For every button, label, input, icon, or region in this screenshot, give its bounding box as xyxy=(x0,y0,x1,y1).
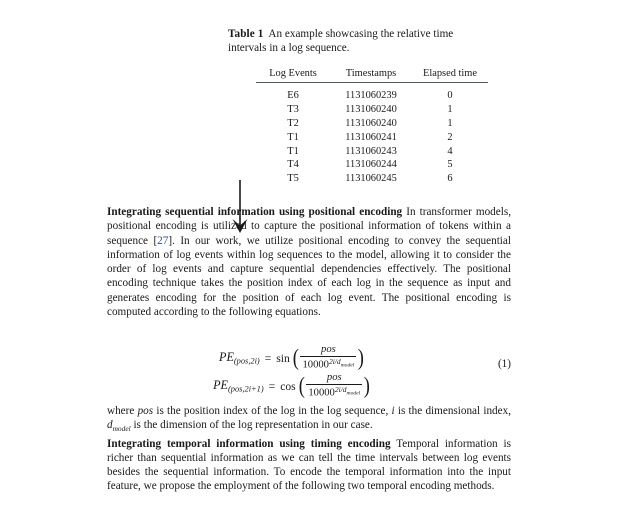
equation-1-lhs-subscript: (pos,2i) xyxy=(233,356,260,366)
cell-timestamp: 1131060239 xyxy=(345,90,397,102)
column-header-log-events: Log Events xyxy=(256,68,330,83)
equation-2-denominator xyxy=(306,385,362,399)
equation-1-line-1 xyxy=(107,344,477,372)
where-part4: is the dimension of the log representation in our case. xyxy=(130,419,373,432)
equation-2-denominator-base: 10000 xyxy=(308,387,335,399)
table-row xyxy=(256,103,488,117)
variable-pos: pos xyxy=(137,405,154,417)
equation-1-lhs xyxy=(219,350,260,366)
table-caption-label: Table 1 xyxy=(228,28,264,40)
equation-1-line-2 xyxy=(107,372,477,400)
cell-elapsed-time: 1 xyxy=(447,104,453,116)
equation-2-right-paren: ) xyxy=(363,372,371,398)
table-row xyxy=(256,172,488,186)
equation-1-denominator-base: 10000 xyxy=(302,359,329,371)
where-part2: is the position index of the log in the log sequence, xyxy=(153,405,392,417)
cell-elapsed-time: 4 xyxy=(447,145,453,157)
equation-1-lhs-base: PE xyxy=(219,350,234,365)
cell-elapsed-time: 5 xyxy=(447,159,453,171)
equation-2-numerator: pos xyxy=(326,371,342,383)
paragraph3-text: Temporal information is richer than sequential information as we can tell the time intervals between log events besides the sequential information. To encode the temporal information into the input feature, we propose the employment of the following two temporal encoding methods. xyxy=(107,437,511,493)
paragraph1-text-before-citation: In transformer models, positional encoding is utilized to capture the positional information of tokens within a sequence [ xyxy=(107,206,511,247)
equation-1-exponent-numerator: 2i xyxy=(328,357,335,367)
cell-timestamp: 1131060245 xyxy=(345,173,397,185)
equation-2-fraction xyxy=(306,373,362,400)
equation-1-denominator xyxy=(300,357,356,371)
cell-timestamp: 1131060243 xyxy=(345,145,397,157)
column-header-timestamps: Timestamps xyxy=(330,68,412,83)
equation-1-numerator: pos xyxy=(321,343,336,355)
where-part1: where xyxy=(107,405,138,417)
cell-timestamp: 1131060241 xyxy=(345,131,397,143)
runin-heading-positional-encoding: Integrating sequential information using positional encoding xyxy=(107,206,403,218)
paragraph-text xyxy=(107,205,511,319)
table-block xyxy=(0,27,617,185)
runin-heading-timing-encoding: Integrating temporal information using timing encoding xyxy=(107,437,391,450)
cell-log-event: T4 xyxy=(287,159,299,171)
cell-timestamp: 1131060240 xyxy=(345,117,397,129)
table-row xyxy=(256,144,488,158)
variable-d-model: $d_{model}$ xyxy=(107,419,131,434)
equation-1-relation: = xyxy=(264,351,272,365)
equation-rows xyxy=(107,344,477,400)
cell-timestamp: 1131060244 xyxy=(345,159,397,171)
cell-elapsed-time: 2 xyxy=(447,131,453,143)
equation-2-lhs-base: PE xyxy=(213,378,228,393)
equation-number: (1) xyxy=(497,358,511,370)
equation-1-exponent-denominator: $d_{model}$ xyxy=(336,357,355,369)
equation-2-denominator-exponent: 2i/dmodel xyxy=(334,385,361,397)
paragraph-timing-encoding xyxy=(107,437,511,494)
paragraph-positional-encoding xyxy=(107,205,511,319)
equation-2-left-paren: ( xyxy=(298,372,305,398)
column-header-elapsed-time: Elapsed time xyxy=(412,68,488,83)
cell-log-event: T1 xyxy=(287,145,299,157)
table-header-row xyxy=(256,68,488,83)
table-body xyxy=(256,83,488,186)
table-caption-text: An example showcasing the relative time intervals in a log sequence. xyxy=(228,28,454,55)
variable-i: i xyxy=(391,405,395,417)
equation-1-denominator-exponent: 2i/dmodel xyxy=(328,357,355,369)
table-row xyxy=(256,130,488,144)
paragraph1-text-after-citation: ]. In our work, we utilize positional encoding to convey the sequential information of log events within log sequences to the model, allowing it to consider the order of log events and capture sequential dependencies effectively. The positional encoding technique takes the position index of each log in the sequence as input and generates encoding for the position of each log event. The positional encoding is computed according to the following equations. xyxy=(107,234,511,318)
cell-elapsed-time: 1 xyxy=(447,117,453,129)
equation-2-exponent-denominator: $d_{model}$ xyxy=(342,385,361,397)
table-row xyxy=(256,117,488,131)
equation-1-left-paren: ( xyxy=(292,344,299,370)
example-table xyxy=(256,68,488,185)
cell-log-event: T5 xyxy=(287,173,299,185)
equation-1-right-paren: ) xyxy=(358,344,365,370)
cell-log-event: T2 xyxy=(287,117,299,129)
equation-1-fraction xyxy=(300,345,356,372)
paragraph-temporal-encoding xyxy=(107,404,511,494)
where-part3: is the dimensional index, xyxy=(394,405,512,417)
paragraph-where-definitions xyxy=(107,404,511,437)
cell-log-event: T3 xyxy=(287,104,299,116)
equation-2-lhs xyxy=(213,378,264,394)
table-row xyxy=(256,158,488,172)
table-caption xyxy=(0,27,617,55)
equation-2-lhs-subscript: (pos,2i+1) xyxy=(228,384,264,394)
equation-2-function: cos xyxy=(280,379,296,393)
cell-timestamp: 1131060240 xyxy=(345,104,397,116)
equation-block xyxy=(107,344,511,400)
equation-2-relation: = xyxy=(268,379,276,393)
cell-log-event: E6 xyxy=(287,90,299,102)
table-row xyxy=(256,83,488,103)
table-header xyxy=(256,68,488,83)
cell-log-event: T1 xyxy=(287,131,299,143)
cell-elapsed-time: 0 xyxy=(447,90,453,102)
cell-elapsed-time: 6 xyxy=(447,173,453,185)
equation-2-exponent-numerator: 2i xyxy=(334,385,341,395)
equation-1-function: sin xyxy=(276,351,290,365)
citation-link-27[interactable]: 27 xyxy=(157,234,169,247)
